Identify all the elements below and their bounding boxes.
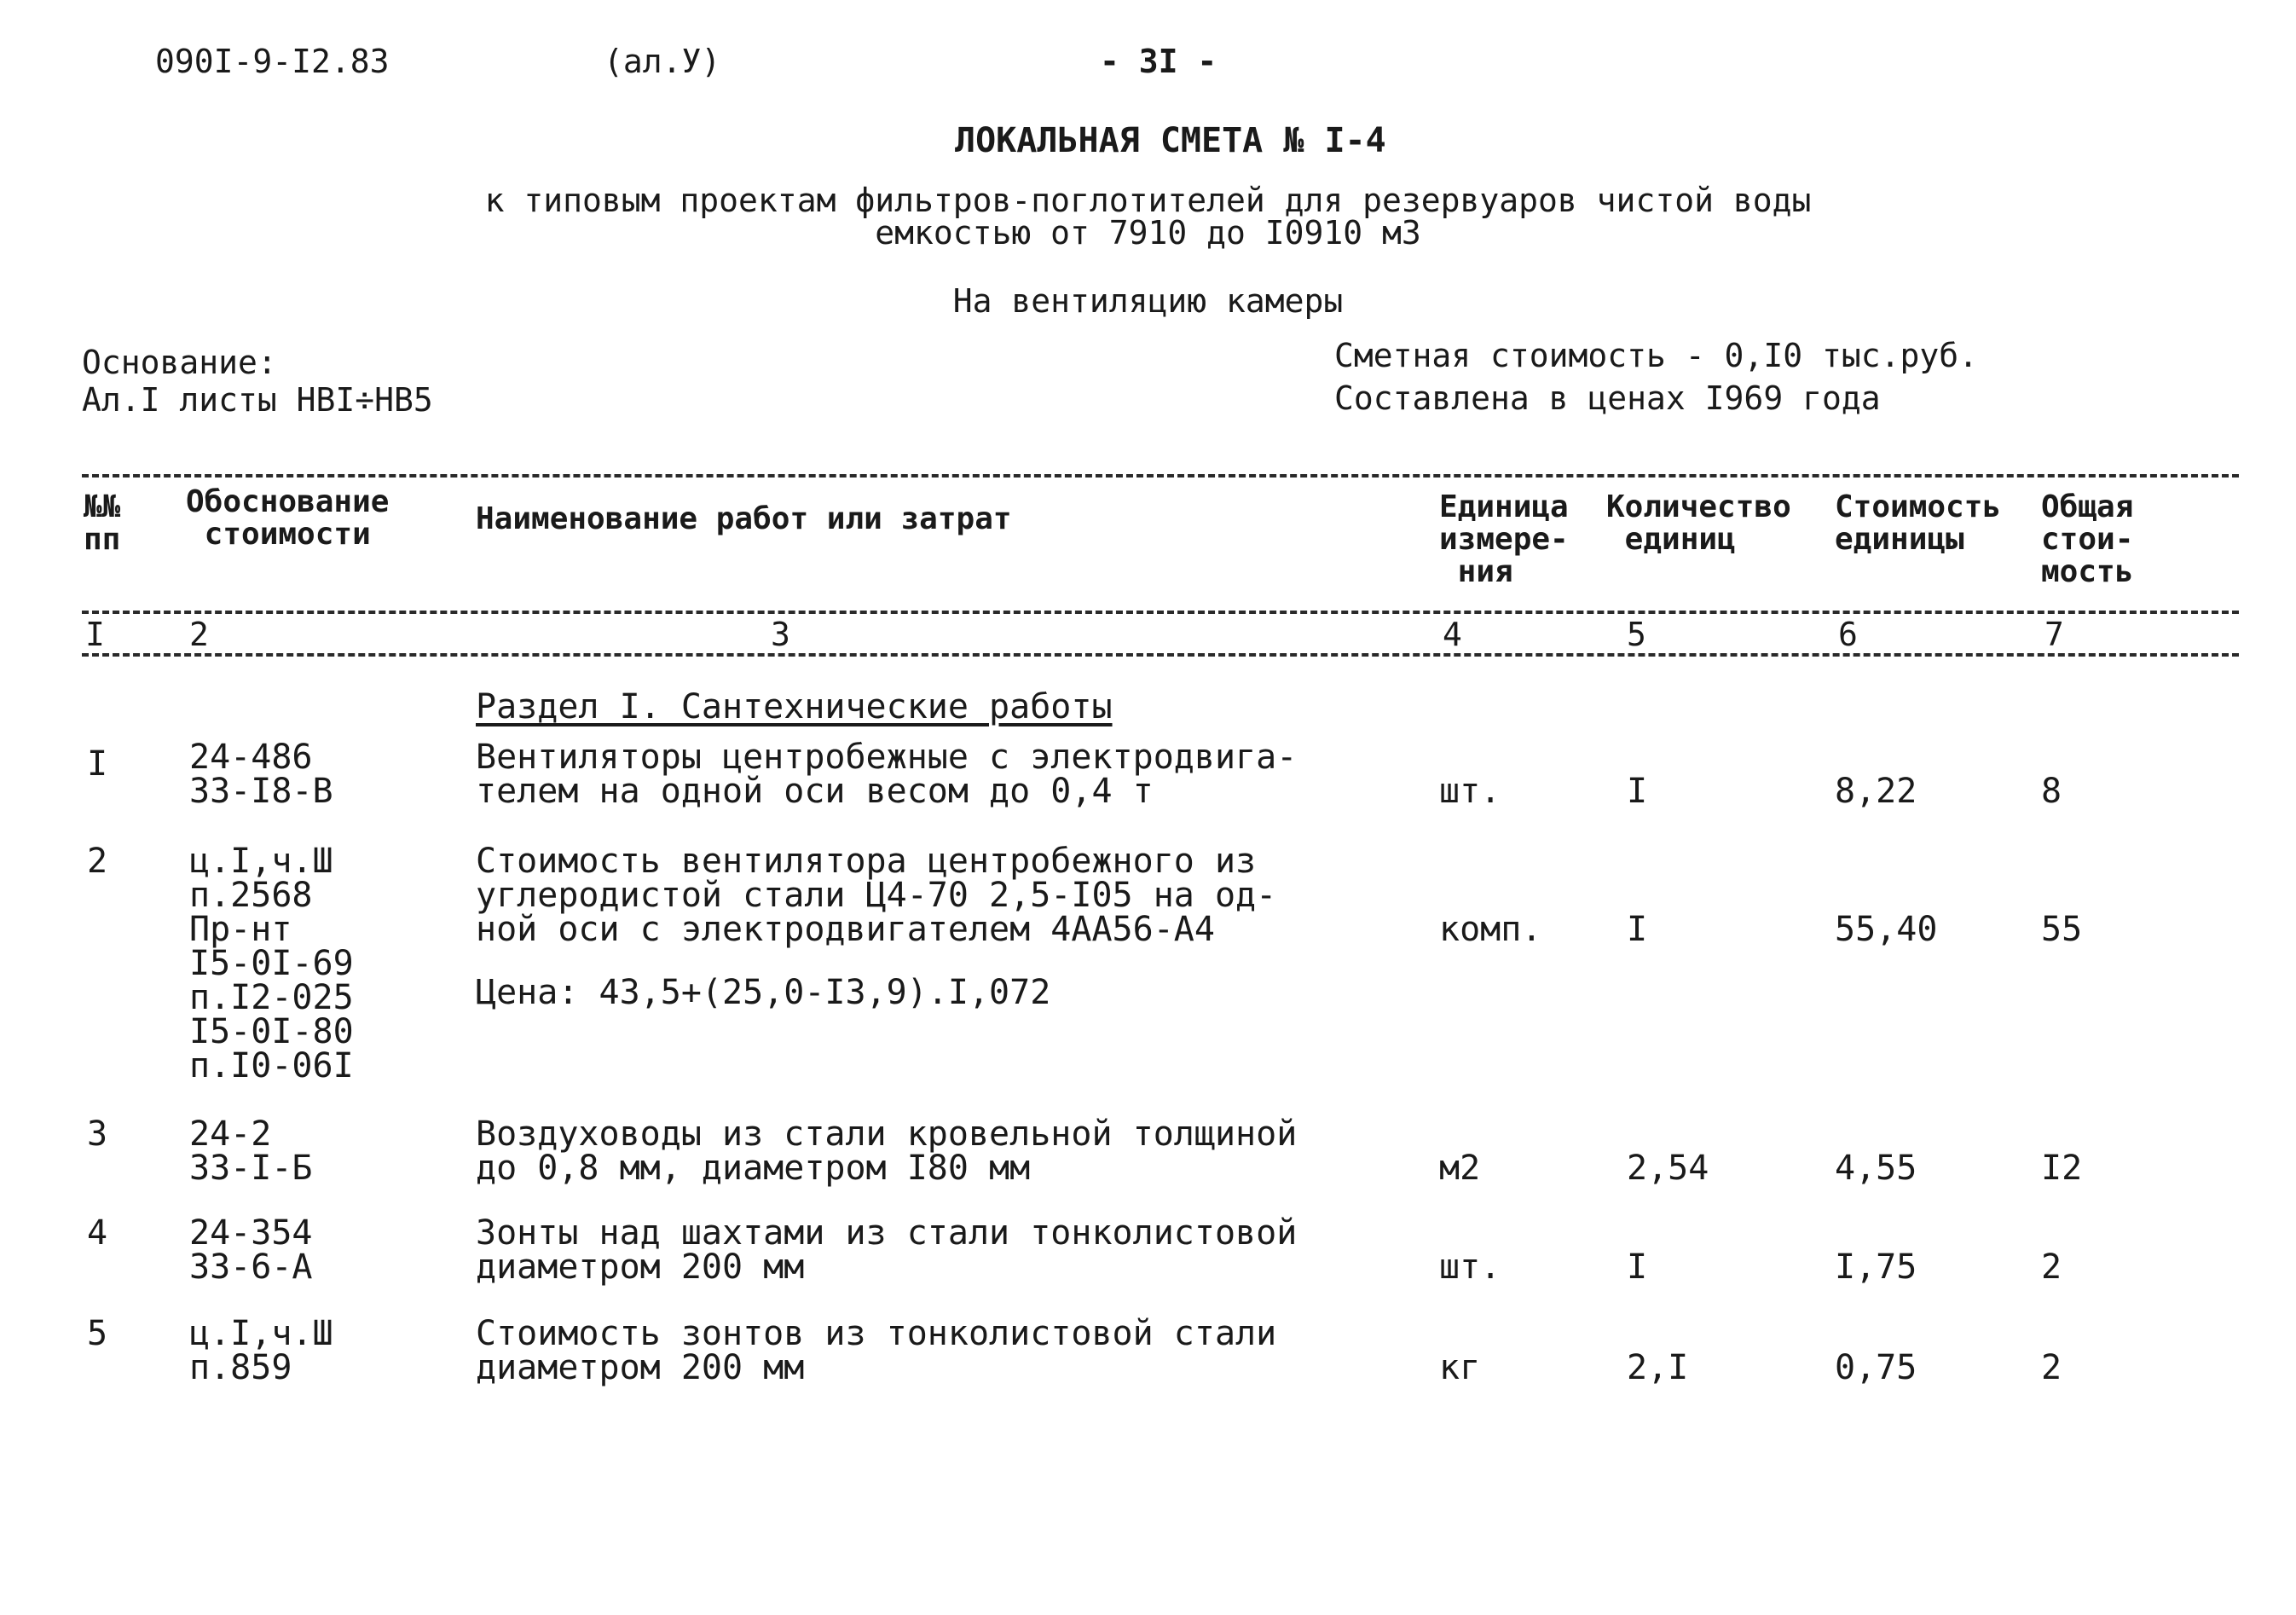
row-total-cost: 2 <box>2041 1247 2062 1287</box>
header-work-name: Наименование работ или затрат <box>476 501 1012 536</box>
row-work-name: Стоимость вентилятора центробежного из углеродистой стали Ц4-70 2,5-I05 на од- ной оси с электродвигателем 4АА56-А4 <box>476 842 1277 949</box>
row-quantity: 2,54 <box>1627 1149 1709 1188</box>
subtitle-line-2: емкостью от 7910 до I0910 м3 <box>875 214 1421 252</box>
row-work-name: Вентиляторы центробежные с электродвига- телем на одной оси весом до 0,4 т <box>476 738 1298 811</box>
header-row-number: №№ пп <box>84 489 121 557</box>
row-quantity: I <box>1627 910 1648 949</box>
estimate-subject: На вентиляцию камеры <box>952 282 1344 320</box>
row-cost-basis: 24-2 33-I-Б <box>189 1114 313 1188</box>
row-unit-cost: 55,40 <box>1835 910 1938 949</box>
row-cost-basis: 24-486 33-I8-В <box>189 738 333 811</box>
document-code: 090I-9-I2.83 <box>155 43 390 80</box>
column-number: 2 <box>189 616 209 653</box>
basis-value: Ал.I листы НВI÷НВ5 <box>82 381 433 419</box>
column-number: 5 <box>1627 616 1646 653</box>
row-number: I <box>87 744 108 784</box>
row-total-cost: 2 <box>2041 1348 2062 1387</box>
row-number: 2 <box>87 842 108 881</box>
row-total-cost: 8 <box>2041 772 2062 811</box>
row-cost-basis: 24-354 33-6-А <box>189 1213 313 1287</box>
row-unit-cost: 8,22 <box>1835 772 1917 811</box>
price-basis-year: Составлена в ценах I969 года <box>1334 379 1881 417</box>
row-total-cost: 55 <box>2041 910 2083 949</box>
row-unit: шт. <box>1439 1247 1501 1287</box>
estimated-cost: Сметная стоимость - 0,I0 тыс.руб. <box>1334 337 1978 374</box>
column-number: 7 <box>2044 616 2064 653</box>
album-reference: (ал.У) <box>604 43 721 80</box>
row-total-cost: I2 <box>2041 1149 2083 1188</box>
column-number: I <box>85 616 105 653</box>
row-quantity: I <box>1627 772 1648 811</box>
column-number: 6 <box>1838 616 1858 653</box>
row-unit: кг <box>1439 1348 1481 1387</box>
row-work-name: Стоимость зонтов из тонколистовой стали диаметром 200 мм <box>476 1314 1277 1387</box>
row-unit-cost: 0,75 <box>1835 1348 1917 1387</box>
section-title: Раздел I. Сантехнические работы <box>476 687 1113 726</box>
row-cost-basis: ц.I,ч.Ш п.2568 Пр-нт I5-0I-69 п.I2-025 I5-0I-80 п.I0-06I <box>189 842 354 1085</box>
row-quantity: I <box>1627 1247 1648 1287</box>
row-quantity: 2,I <box>1627 1348 1689 1387</box>
document-title: ЛОКАЛЬНАЯ СМЕТА № I-4 <box>955 121 1386 160</box>
table-top-rule <box>82 474 2239 478</box>
row-price-note: Цена: 43,5+(25,0-I3,9).I,072 <box>476 973 1051 1012</box>
row-number: 3 <box>87 1114 108 1154</box>
column-number: 3 <box>771 616 790 653</box>
header-total-cost: Общая стои- мость <box>2041 489 2134 589</box>
header-cost-basis: Обоснование стоимости <box>186 484 390 552</box>
row-number: 5 <box>87 1314 108 1353</box>
page-number: - 3I - <box>1100 43 1217 80</box>
column-number: 4 <box>1443 616 1462 653</box>
subtitle-line-1: к типовым проектам фильтров-поглотителей для резервуаров чистой воды <box>484 182 1812 219</box>
row-unit: комп. <box>1439 910 1542 949</box>
header-unit: Единица измере- ния <box>1439 489 1569 589</box>
row-unit-cost: I,75 <box>1835 1247 1917 1287</box>
row-number: 4 <box>87 1213 108 1253</box>
basis-label: Основание: <box>82 344 277 381</box>
row-unit: шт. <box>1439 772 1501 811</box>
header-bottom-rule <box>82 611 2239 614</box>
row-work-name: Зонты над шахтами из стали тонколистовой диаметром 200 мм <box>476 1213 1298 1287</box>
row-unit-cost: 4,55 <box>1835 1149 1917 1188</box>
row-work-name: Воздуховоды из стали кровельной толщиной до 0,8 мм, диаметром I80 мм <box>476 1114 1298 1188</box>
column-numbers-rule <box>82 653 2239 657</box>
row-cost-basis: ц.I,ч.Ш п.859 <box>189 1314 333 1387</box>
header-quantity: Количество единиц <box>1606 489 1791 557</box>
header-unit-cost: Стоимость единицы <box>1835 489 2002 557</box>
row-unit: м2 <box>1439 1149 1481 1188</box>
